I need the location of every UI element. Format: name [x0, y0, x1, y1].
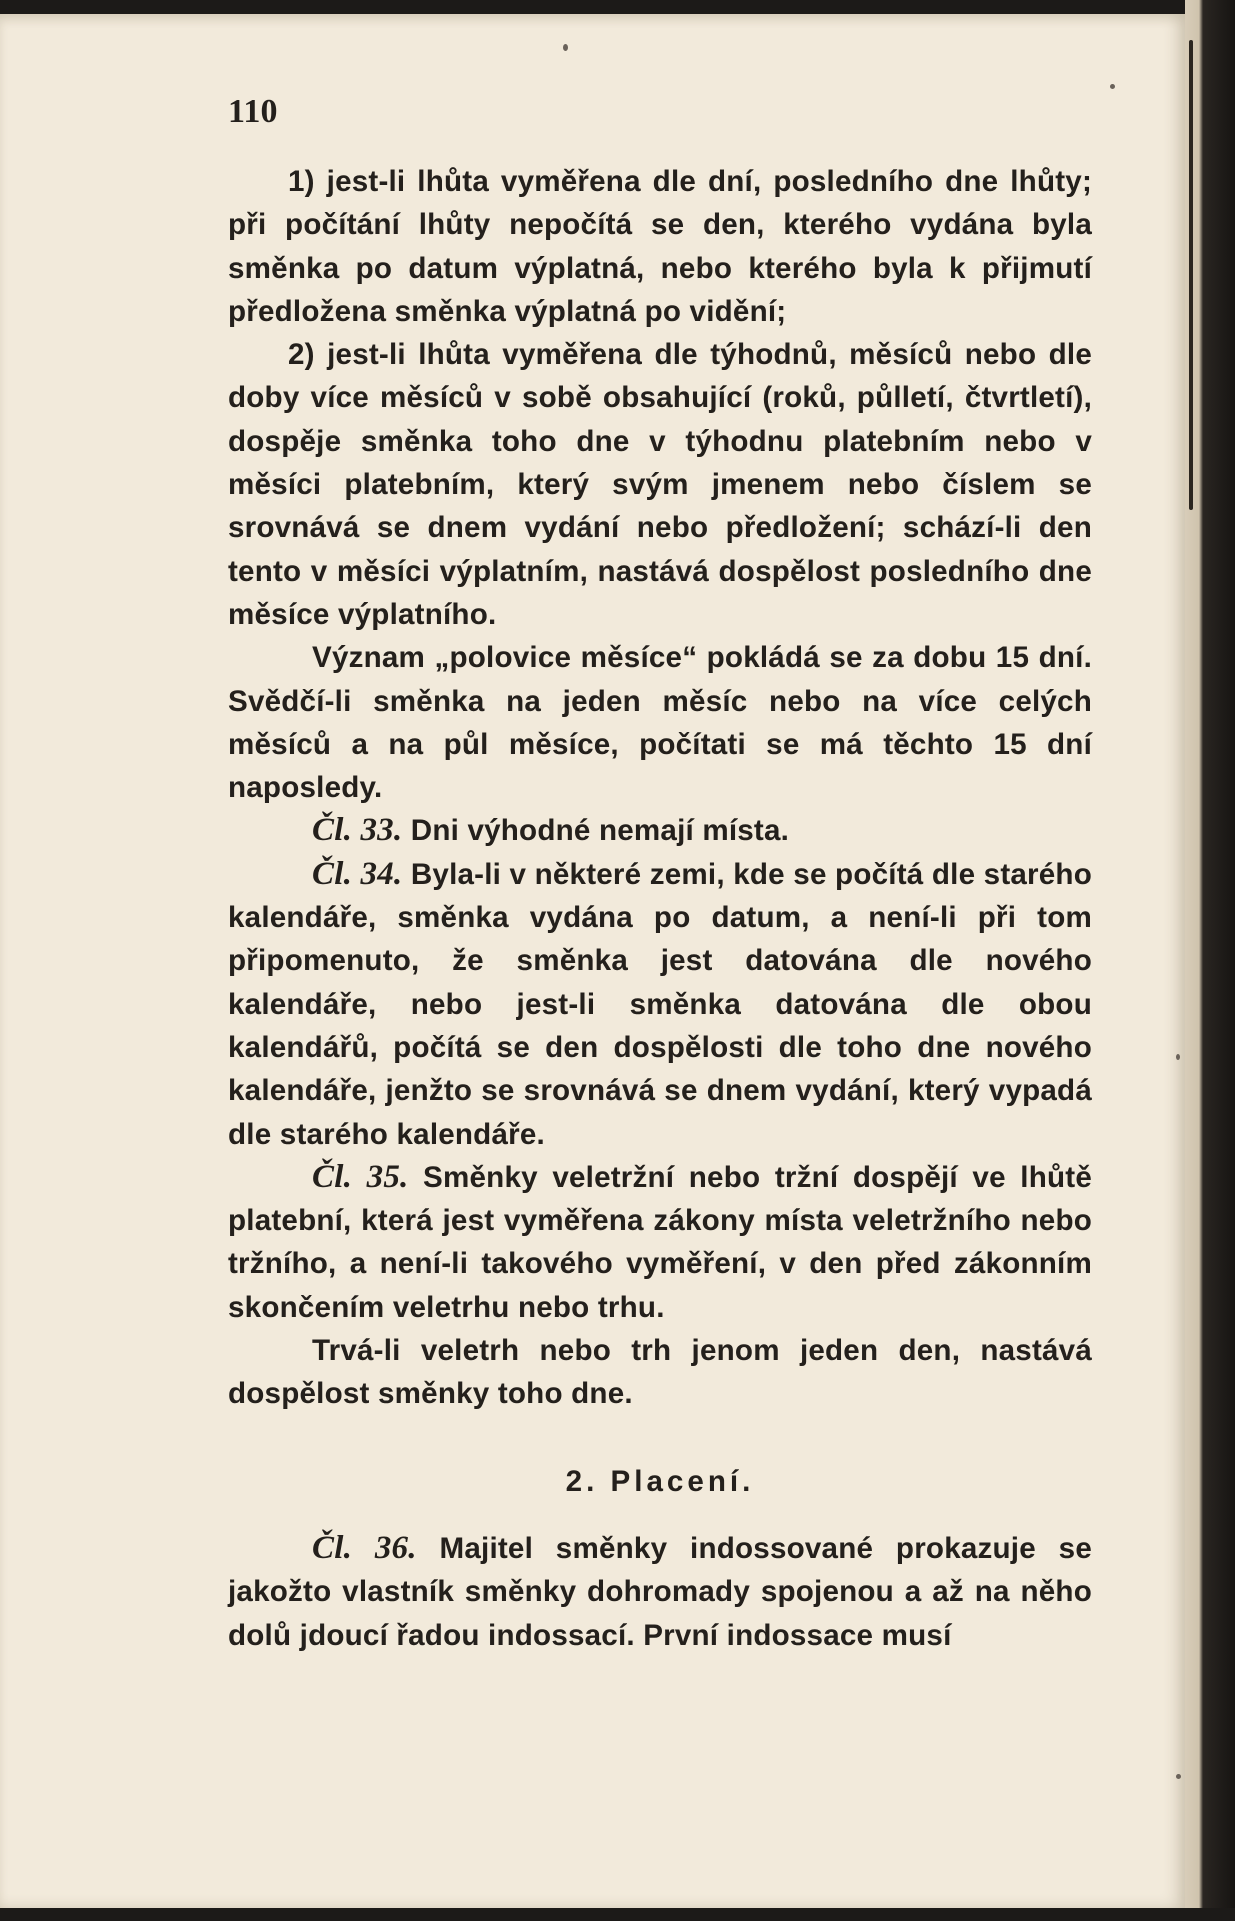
paragraph-item-2 — [228, 333, 1092, 636]
paragraph-text: Význam „polovice měsíce“ pokládá se za dobu 15 dní. Svědčí-li směnka na jeden měsíc nebo na více celých měsíců a na půl měsíce, počítati se má těchto 15 dní naposledy. — [228, 641, 1092, 805]
paragraph-text: Směnky veletržní nebo tržní dospějí ve lhůtě platební, která jest vyměřena zákony místa veletržního nebo tržního, a není-li takového vyměření, v den před zákonním skončením veletrhu nebo trhu. — [228, 1160, 1092, 1324]
article-34 — [228, 853, 1092, 1156]
article-35 — [228, 1156, 1092, 1329]
paragraph-one-day-fair — [228, 1329, 1092, 1416]
article-number: Čl. 36. — [312, 1529, 417, 1566]
page-text-block — [228, 90, 1092, 1657]
page-number: 110 — [228, 93, 278, 130]
book-spine-edge — [1185, 0, 1235, 1921]
paragraph-text: 2) jest-li lhůta vyměřena dle týhodnů, měsíců nebo dle doby více měsíců v sobě obsahující (roků, půlletí, čtvrtletí), dospěje směnka toho dne v týhodnu platebním nebo v měsíci platebním, který svým jmenem nebo číslem se srovnává se dnem vydání nebo předložení; schází-li den tento v měsíci výplatním, nastává dospělost posledního dne měsíce výplatního. — [228, 338, 1092, 631]
spine-shadow-line — [1189, 40, 1193, 510]
scan-top-edge — [0, 0, 1235, 14]
article-number: Čl. 34. — [312, 855, 403, 892]
paper-speck — [1110, 84, 1115, 89]
section-heading: 2. Placení. — [565, 1464, 755, 1498]
article-number: Čl. 33. — [312, 812, 403, 849]
article-33 — [228, 809, 1092, 852]
paper-speck — [563, 44, 568, 51]
scan-bottom-edge — [0, 1908, 1235, 1921]
article-number: Čl. 35. — [312, 1158, 409, 1195]
article-36 — [228, 1527, 1092, 1657]
paper-speck — [1176, 1054, 1180, 1060]
paragraph-meaning-of-half-month — [228, 636, 1092, 809]
paragraph-text: Majitel směnky indossované prokazuje se jakožto vlastník směnky dohromady spojenou a až na něho dolů jdoucí řadou indossací. První indossace musí — [228, 1531, 1092, 1652]
paragraph-text: 1) jest-li lhůta vyměřena dle dní, posledního dne lhůty; při počítání lhůty nepočítá se den, kterého vydána byla směnka po datum výplatná, nebo kterého byla k přijmutí předložena směnka výplatná po vidění; — [228, 165, 1092, 328]
paper-speck — [1176, 1774, 1181, 1779]
paragraph-text: Dni výhodné nemají místa. — [402, 814, 790, 848]
paragraph-text: Byla-li v některé zemi, kde se počítá dle starého kalendáře, směnka vydána po datum, a není-li při tom připomenuto, že směnka jest datována dle nového kalendáře, nebo jest-li směnka datována dle obou kalendářů, počítá se den dospělosti dle toho dne nového kalendáře, jenžto se srovnává se dnem vydání, který vypadá dle starého kalendáře. — [228, 857, 1092, 1151]
paragraph-text: Trvá-li veletrh nebo trh jenom jeden den, nastává dospělost směnky toho dne. — [228, 1334, 1092, 1411]
paragraph-item-1 — [228, 160, 1092, 333]
